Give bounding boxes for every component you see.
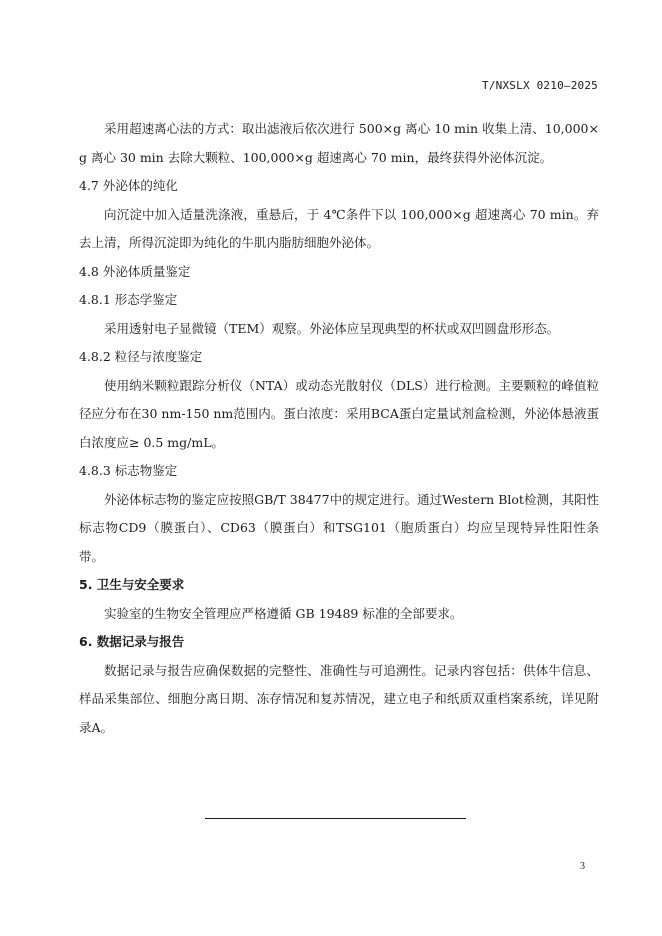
heading-4-7: 4.7 外泌体的纯化	[79, 178, 178, 193]
paragraph-4-8-1: 采用透射电子显微镜（TEM）观察。外泌体应呈现典型的杯状或双凹圆盘形形态。	[104, 320, 560, 336]
heading-4-8-2: 4.8.2 粒径与浓度鉴定	[79, 349, 203, 364]
paragraph-4-8-2: 使用纳米颗粒跟踪分析仪（NTA）或动态光散射仪（DLS）进行检测。主要颗粒的峰值粒径应分布在30 nm-150 nm范围内。蛋白浓度：采用BCA蛋白定量试剂盒检测，外泌体悬液蛋白浓度应≥ 0.5 mg/mL。	[79, 377, 599, 450]
end-rule	[205, 818, 466, 819]
heading-4-8: 4.8 外泌体质量鉴定	[79, 263, 191, 279]
heading-4-8-1: 4.8.1 形态学鉴定	[79, 292, 178, 307]
paragraph-4-7: 向沉淀中加入适量洗涤液，重悬后，于 4℃条件下以 100,000×g 超速离心 70 min。弃去上清，所得沉淀即为纯化的牛肌内脂肪细胞外泌体。	[79, 206, 599, 250]
document-body	[79, 115, 599, 742]
paragraph-ultracentrifuge: 采用超速离心法的方式：取出滤液后依次进行 500×g 离心 10 min 收集上清、10,000×g 离心 30 min 去除大颗粒、100,000×g 超速离心 70 min，最终获得外泌体沉淀。	[79, 121, 599, 165]
page-number: 3	[580, 861, 585, 872]
paragraph-6: 数据记录与报告应确保数据的完整性、准确性与可追溯性。记录内容包括：供体牛信息、样品采集部位、细胞分离日期、冻存情况和复苏情况，建立电子和纸质双重档案系统，详见附录A。	[79, 662, 599, 735]
paragraph-4-8-3: 外泌体标志物的鉴定应按照GB/T 38477中的规定进行。通过Western Blot检测，其阳性标志物CD9（膜蛋白）、CD63（膜蛋白）和TSG101（胞质蛋白）均应呈现特异性阳性条带。	[79, 491, 599, 564]
heading-5: 5. 卫生与安全要求	[79, 577, 185, 592]
heading-6: 6. 数据记录与报告	[79, 634, 185, 649]
paragraph-5: 实验室的生物安全管理应严格遵循 GB 19489 标准的全部要求。	[104, 605, 463, 621]
document-code: T/NXSLX 0210—2025	[482, 79, 598, 92]
heading-4-8-3: 4.8.3 标志物鉴定	[79, 463, 178, 478]
